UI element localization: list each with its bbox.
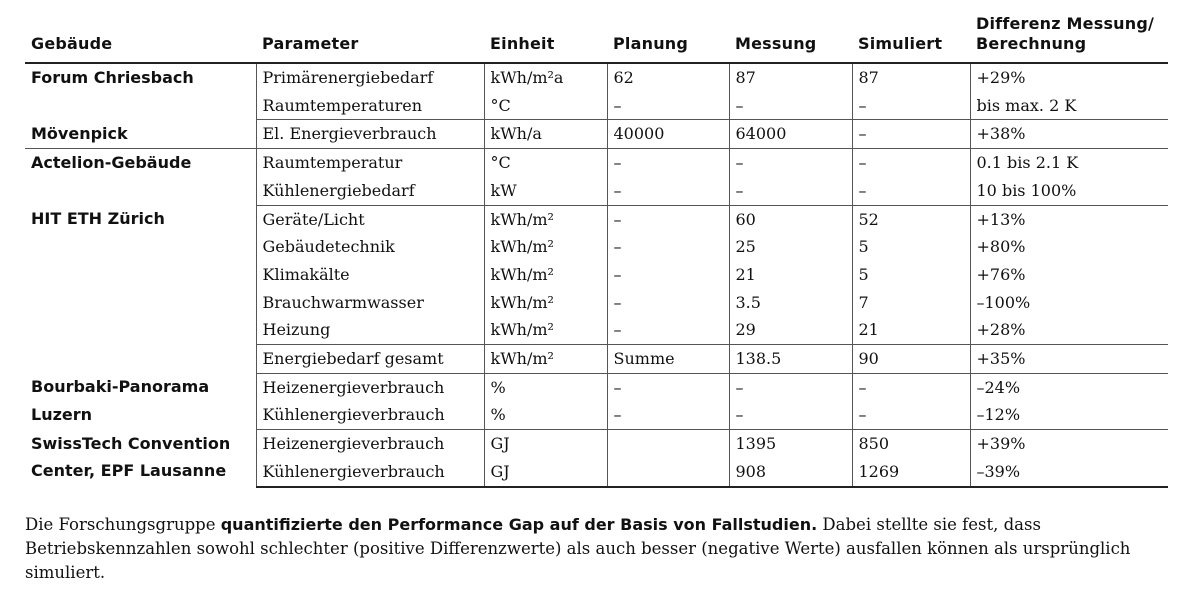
cell-unit: kWh/m² — [484, 261, 607, 289]
cell-parameter: El. Energieverbrauch — [256, 120, 484, 149]
header-parameter: Parameter — [256, 14, 484, 63]
cell-simulated: – — [852, 401, 970, 429]
header-planning: Planung — [607, 14, 729, 63]
cell-difference: +80% — [970, 233, 1168, 261]
cell-planning: – — [607, 316, 729, 344]
cell-simulated: – — [852, 149, 970, 177]
cell-unit: °C — [484, 149, 607, 177]
building-name: Forum Chriesbach — [31, 68, 194, 87]
cell-planning: – — [607, 289, 729, 317]
cell-measurement: 29 — [729, 316, 852, 344]
cell-difference: –12% — [970, 401, 1168, 429]
cell-planning: – — [607, 233, 729, 261]
cell-simulated: – — [852, 92, 970, 120]
cell-parameter: Heizenergieverbrauch — [256, 373, 484, 401]
cell-difference: +76% — [970, 261, 1168, 289]
cell-unit: % — [484, 373, 607, 401]
cell-unit: kWh/m²a — [484, 63, 607, 92]
building-name: Mövenpick — [25, 120, 256, 149]
cell-parameter: Heizung — [256, 316, 484, 344]
cell-measurement: 21 — [729, 261, 852, 289]
cell-parameter: Raumtemperatur — [256, 149, 484, 177]
cell-planning: – — [607, 373, 729, 401]
cell-planning: – — [607, 261, 729, 289]
caption-emphasis: quantifizierte den Performance Gap auf der Basis von Fallstudien. — [220, 515, 818, 534]
cell-difference: +28% — [970, 316, 1168, 344]
header-difference-line2: Berechnung — [976, 34, 1087, 53]
cell-unit: % — [484, 401, 607, 429]
building-name: Bourbaki-Panorama Luzern — [31, 377, 210, 424]
cell-measurement: 138.5 — [729, 345, 852, 374]
cell-parameter: Kühlenergieverbrauch — [256, 401, 484, 429]
cell-measurement: 25 — [729, 233, 852, 261]
building-name: SwissTech Convention Center, EPF Lausanne — [31, 433, 231, 481]
table-row — [25, 205, 1168, 233]
header-row — [25, 14, 1168, 63]
cell-simulated: 5 — [852, 261, 970, 289]
cell-unit: kW — [484, 177, 607, 205]
table-header — [25, 14, 1168, 63]
cell-difference: bis max. 2 K — [970, 92, 1168, 120]
cell-unit: kWh/a — [484, 120, 607, 149]
cell-measurement: – — [729, 92, 852, 120]
cell-difference: 0.1 bis 2.1 K — [970, 149, 1168, 177]
cell-planning: – — [607, 177, 729, 205]
cell-simulated: 90 — [852, 345, 970, 374]
header-unit: Einheit — [484, 14, 607, 63]
cell-difference: +39% — [970, 430, 1168, 458]
caption-lead: Die Forschungsgruppe — [25, 515, 221, 534]
cell-difference: –100% — [970, 289, 1168, 317]
cell-unit: kWh/m² — [484, 316, 607, 344]
cell-measurement: – — [729, 177, 852, 205]
header-difference — [970, 14, 1168, 63]
cell-measurement: 64000 — [729, 120, 852, 149]
table-row — [25, 430, 1168, 458]
header-difference-line1: Differenz Messung/ — [976, 14, 1155, 33]
cell-simulated: 5 — [852, 233, 970, 261]
cell-simulated: 21 — [852, 316, 970, 344]
header-simulated: Simuliert — [852, 14, 970, 63]
cell-simulated: – — [852, 373, 970, 401]
cell-difference: +38% — [970, 120, 1168, 149]
cell-measurement: – — [729, 373, 852, 401]
table-row — [25, 373, 1168, 401]
cell-measurement: 60 — [729, 205, 852, 233]
cell-measurement: 87 — [729, 63, 852, 92]
cell-measurement: 1395 — [729, 430, 852, 458]
cell-parameter: Brauchwarmwasser — [256, 289, 484, 317]
cell-simulated: – — [852, 120, 970, 149]
cell-difference: +35% — [970, 345, 1168, 374]
caption-paragraph — [25, 513, 1165, 585]
cell-planning — [607, 458, 729, 487]
cell-planning — [607, 430, 729, 458]
cell-simulated: 87 — [852, 63, 970, 92]
cell-measurement: – — [729, 149, 852, 177]
cell-simulated: 1269 — [852, 458, 970, 487]
cell-simulated: 7 — [852, 289, 970, 317]
cell-parameter: Heizenergieverbrauch — [256, 430, 484, 458]
cell-measurement: 3.5 — [729, 289, 852, 317]
cell-simulated: – — [852, 177, 970, 205]
cell-parameter: Gebäudetechnik — [256, 233, 484, 261]
cell-unit: GJ — [484, 458, 607, 487]
cell-simulated: 52 — [852, 205, 970, 233]
caption-rest: Dabei stellte sie fest, dass Betriebskennzahlen sowohl schlechter (positive Differenzwerte) als auch besser (negative Werte) ausfallen können als ursprünglich simuliert. — [25, 515, 1131, 582]
cell-planning: – — [607, 205, 729, 233]
cell-parameter: Kühlenergiebedarf — [256, 177, 484, 205]
table-row — [25, 149, 1168, 177]
building-name: Actelion-Gebäude — [31, 153, 192, 173]
table-row — [25, 63, 1168, 92]
cell-parameter: Kühlenergieverbrauch — [256, 458, 484, 487]
cell-measurement: 908 — [729, 458, 852, 487]
cell-unit: °C — [484, 92, 607, 120]
table-body — [25, 63, 1168, 487]
performance-gap-table — [25, 14, 1168, 488]
building-name: HIT ETH Zürich — [31, 209, 165, 229]
cell-difference: –39% — [970, 458, 1168, 487]
cell-planning: – — [607, 92, 729, 120]
header-building: Gebäude — [25, 14, 256, 63]
cell-unit: kWh/m² — [484, 345, 607, 374]
cell-unit: kWh/m² — [484, 205, 607, 233]
cell-unit: kWh/m² — [484, 233, 607, 261]
cell-simulated: 850 — [852, 430, 970, 458]
cell-planning: 62 — [607, 63, 729, 92]
document-page — [25, 14, 1168, 488]
cell-planning: Summe — [607, 345, 729, 374]
cell-unit: GJ — [484, 430, 607, 458]
cell-difference: +13% — [970, 205, 1168, 233]
cell-difference: –24% — [970, 373, 1168, 401]
header-measurement: Messung — [729, 14, 852, 63]
cell-parameter: Klimakälte — [256, 261, 484, 289]
cell-unit: kWh/m² — [484, 289, 607, 317]
cell-planning: – — [607, 401, 729, 429]
cell-planning: 40000 — [607, 120, 729, 149]
table-row — [25, 120, 1168, 149]
cell-measurement: – — [729, 401, 852, 429]
cell-difference: +29% — [970, 63, 1168, 92]
cell-parameter: Raumtemperaturen — [256, 92, 484, 120]
cell-parameter: Geräte/Licht — [256, 205, 484, 233]
cell-parameter: Primärenergiebedarf — [256, 63, 484, 92]
cell-difference: 10 bis 100% — [970, 177, 1168, 205]
cell-parameter: Energiebedarf gesamt — [256, 345, 484, 374]
cell-planning: – — [607, 149, 729, 177]
